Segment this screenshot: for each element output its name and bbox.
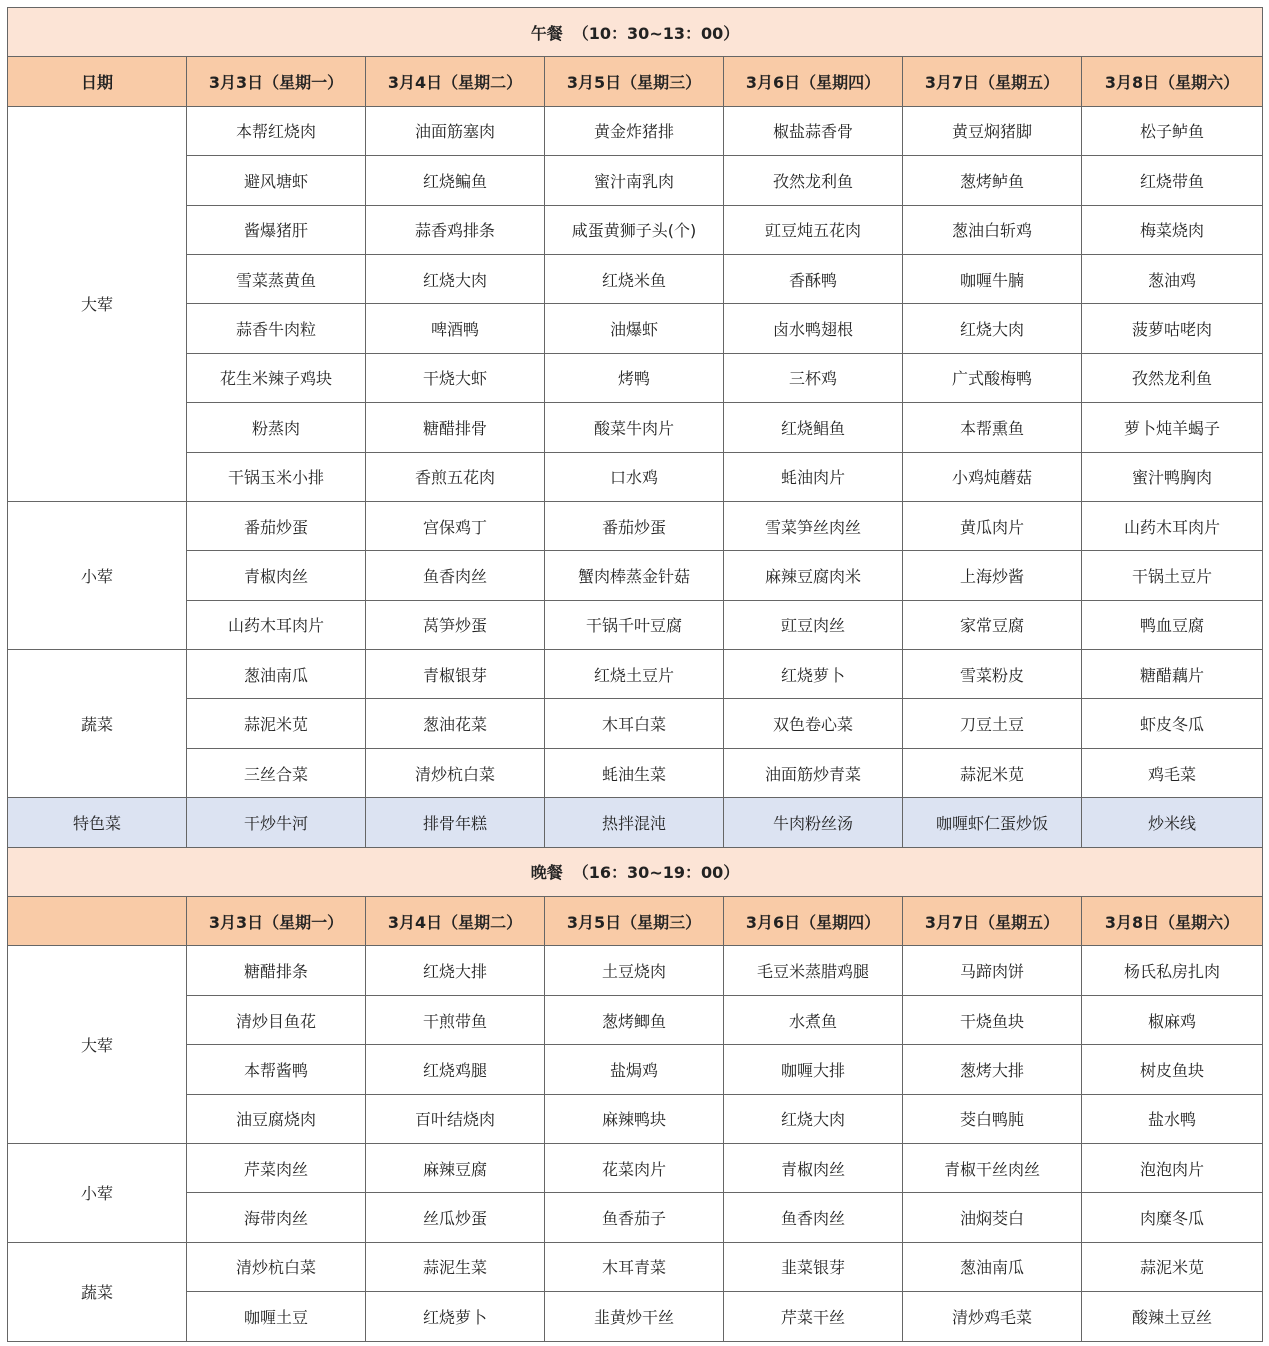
menu-row bbox=[8, 946, 1263, 995]
dish-cell: 茭白鸭肫 bbox=[903, 1094, 1082, 1143]
special-row bbox=[8, 798, 1263, 847]
dish-cell: 葱烤大排 bbox=[903, 1045, 1082, 1094]
category-label: 小荤 bbox=[8, 1143, 187, 1242]
dish-cell: 葱油南瓜 bbox=[187, 650, 366, 699]
menu-row bbox=[8, 1242, 1263, 1291]
dish-cell: 红烧带鱼 bbox=[1082, 156, 1263, 205]
dish-cell: 丝瓜炒蛋 bbox=[366, 1193, 545, 1242]
menu-row bbox=[8, 1292, 1263, 1341]
date-header: 3月8日（星期六） bbox=[1082, 897, 1263, 946]
dish-cell: 蜜汁鸭胸肉 bbox=[1082, 452, 1263, 501]
dish-cell: 葱烤鲫鱼 bbox=[545, 995, 724, 1044]
menu-row bbox=[8, 452, 1263, 501]
dish-cell: 牛肉粉丝汤 bbox=[724, 798, 903, 847]
dish-cell: 家常豆腐 bbox=[903, 600, 1082, 649]
dish-cell: 油面筋炒青菜 bbox=[724, 748, 903, 797]
date-header: 3月5日（星期三） bbox=[545, 897, 724, 946]
dish-cell: 麻辣鸭块 bbox=[545, 1094, 724, 1143]
dish-cell: 油焖茭白 bbox=[903, 1193, 1082, 1242]
date-header: 3月7日（星期五） bbox=[903, 897, 1082, 946]
date-header: 3月8日（星期六） bbox=[1082, 57, 1263, 106]
dish-cell: 红烧鸡腿 bbox=[366, 1045, 545, 1094]
dish-cell: 干炒牛河 bbox=[187, 798, 366, 847]
lunch-date-header-row bbox=[8, 57, 1263, 106]
dish-cell: 蒜泥米苋 bbox=[187, 699, 366, 748]
dish-cell: 红烧米鱼 bbox=[545, 254, 724, 303]
menu-row bbox=[8, 1094, 1263, 1143]
dish-cell: 盐焗鸡 bbox=[545, 1045, 724, 1094]
dish-cell: 红烧大肉 bbox=[366, 254, 545, 303]
dish-cell: 青椒肉丝 bbox=[724, 1143, 903, 1192]
menu-row bbox=[8, 304, 1263, 353]
dish-cell: 干锅土豆片 bbox=[1082, 551, 1263, 600]
lunch-title-row bbox=[8, 8, 1263, 57]
dish-cell: 糖醋排条 bbox=[187, 946, 366, 995]
dinner-date-header-row bbox=[8, 897, 1263, 946]
dish-cell: 干锅千叶豆腐 bbox=[545, 600, 724, 649]
meal-name: 午餐 bbox=[530, 23, 563, 43]
dish-cell: 上海炒酱 bbox=[903, 551, 1082, 600]
dish-cell: 炒米线 bbox=[1082, 798, 1263, 847]
dish-cell: 广式酸梅鸭 bbox=[903, 353, 1082, 402]
dish-cell: 青椒肉丝 bbox=[187, 551, 366, 600]
category-label: 蔬菜 bbox=[8, 650, 187, 798]
dish-cell: 梅菜烧肉 bbox=[1082, 205, 1263, 254]
dish-cell: 干烧大虾 bbox=[366, 353, 545, 402]
dish-cell: 红烧土豆片 bbox=[545, 650, 724, 699]
dish-cell: 酸菜牛肉片 bbox=[545, 403, 724, 452]
dish-cell: 糖醋排骨 bbox=[366, 403, 545, 452]
dish-cell: 肉糜冬瓜 bbox=[1082, 1193, 1263, 1242]
dish-cell: 黄瓜肉片 bbox=[903, 501, 1082, 550]
dish-cell: 宫保鸡丁 bbox=[366, 501, 545, 550]
date-header: 3月5日（星期三） bbox=[545, 57, 724, 106]
dish-cell: 菠萝咕咾肉 bbox=[1082, 304, 1263, 353]
dish-cell: 咖喱牛腩 bbox=[903, 254, 1082, 303]
dish-cell: 孜然龙利鱼 bbox=[1082, 353, 1263, 402]
dish-cell: 啤酒鸭 bbox=[366, 304, 545, 353]
dish-cell: 椒麻鸡 bbox=[1082, 995, 1263, 1044]
dish-cell: 本帮熏鱼 bbox=[903, 403, 1082, 452]
dish-cell: 黄金炸猪排 bbox=[545, 106, 724, 155]
dish-cell: 莴笋炒蛋 bbox=[366, 600, 545, 649]
dish-cell: 山药木耳肉片 bbox=[187, 600, 366, 649]
dish-cell: 清炒目鱼花 bbox=[187, 995, 366, 1044]
menu-row bbox=[8, 156, 1263, 205]
dish-cell: 油面筋塞肉 bbox=[366, 106, 545, 155]
dish-cell: 蚝油肉片 bbox=[724, 452, 903, 501]
date-header: 3月3日（星期一） bbox=[187, 897, 366, 946]
date-header: 3月4日（星期二） bbox=[366, 897, 545, 946]
dish-cell: 刀豆土豆 bbox=[903, 699, 1082, 748]
dish-cell: 蒜泥米苋 bbox=[1082, 1242, 1263, 1291]
dish-cell: 鱼香肉丝 bbox=[366, 551, 545, 600]
dish-cell: 雪菜蒸黄鱼 bbox=[187, 254, 366, 303]
dish-cell: 三丝合菜 bbox=[187, 748, 366, 797]
dish-cell: 青椒干丝肉丝 bbox=[903, 1143, 1082, 1192]
date-header: 3月7日（星期五） bbox=[903, 57, 1082, 106]
dish-cell: 排骨年糕 bbox=[366, 798, 545, 847]
dish-cell: 韭菜银芽 bbox=[724, 1242, 903, 1291]
menu-row bbox=[8, 501, 1263, 550]
dish-cell: 番茄炒蛋 bbox=[545, 501, 724, 550]
date-label bbox=[8, 897, 187, 946]
dish-cell: 豇豆炖五花肉 bbox=[724, 205, 903, 254]
dish-cell: 红烧大排 bbox=[366, 946, 545, 995]
dish-cell: 树皮鱼块 bbox=[1082, 1045, 1263, 1094]
menu-row bbox=[8, 1143, 1263, 1192]
dish-cell: 干烧鱼块 bbox=[903, 995, 1082, 1044]
category-label: 大荤 bbox=[8, 106, 187, 501]
weekly-menu-table bbox=[7, 7, 1263, 1342]
menu-row bbox=[8, 1193, 1263, 1242]
dish-cell: 红烧大肉 bbox=[724, 1094, 903, 1143]
dish-cell: 番茄炒蛋 bbox=[187, 501, 366, 550]
lunch-title-cell bbox=[8, 8, 1263, 57]
dish-cell: 红烧鳊鱼 bbox=[366, 156, 545, 205]
meal-time: （16：30~19：00） bbox=[572, 863, 740, 883]
category-label: 蔬菜 bbox=[8, 1242, 187, 1341]
dish-cell: 香酥鸭 bbox=[724, 254, 903, 303]
dish-cell: 小鸡炖蘑菇 bbox=[903, 452, 1082, 501]
dish-cell: 盐水鸭 bbox=[1082, 1094, 1263, 1143]
dish-cell: 酱爆猪肝 bbox=[187, 205, 366, 254]
dish-cell: 糖醋藕片 bbox=[1082, 650, 1263, 699]
dish-cell: 韭黄炒干丝 bbox=[545, 1292, 724, 1341]
menu-row bbox=[8, 600, 1263, 649]
dish-cell: 雪菜粉皮 bbox=[903, 650, 1082, 699]
dish-cell: 酸辣土豆丝 bbox=[1082, 1292, 1263, 1341]
dish-cell: 避风塘虾 bbox=[187, 156, 366, 205]
dish-cell: 海带肉丝 bbox=[187, 1193, 366, 1242]
dish-cell: 虾皮冬瓜 bbox=[1082, 699, 1263, 748]
dish-cell: 三杯鸡 bbox=[724, 353, 903, 402]
dish-cell: 咸蛋黄狮子头(个) bbox=[545, 205, 724, 254]
dish-cell: 水煮鱼 bbox=[724, 995, 903, 1044]
dish-cell: 豇豆肉丝 bbox=[724, 600, 903, 649]
dish-cell: 咖喱虾仁蛋炒饭 bbox=[903, 798, 1082, 847]
dish-cell: 蒜香鸡排条 bbox=[366, 205, 545, 254]
dish-cell: 葱油花菜 bbox=[366, 699, 545, 748]
dish-cell: 孜然龙利鱼 bbox=[724, 156, 903, 205]
dish-cell: 麻辣豆腐 bbox=[366, 1143, 545, 1192]
menu-row bbox=[8, 205, 1263, 254]
dish-cell: 油爆虾 bbox=[545, 304, 724, 353]
menu-row bbox=[8, 1045, 1263, 1094]
dish-cell: 咖喱土豆 bbox=[187, 1292, 366, 1341]
dish-cell: 鸭血豆腐 bbox=[1082, 600, 1263, 649]
date-header: 3月6日（星期四） bbox=[724, 57, 903, 106]
dish-cell: 烤鸭 bbox=[545, 353, 724, 402]
dish-cell: 鱼香茄子 bbox=[545, 1193, 724, 1242]
menu-row bbox=[8, 254, 1263, 303]
dish-cell: 萝卜炖羊蝎子 bbox=[1082, 403, 1263, 452]
menu-row bbox=[8, 748, 1263, 797]
meal-name: 晚餐 bbox=[530, 863, 563, 883]
dish-cell: 咖喱大排 bbox=[724, 1045, 903, 1094]
dish-cell: 马蹄肉饼 bbox=[903, 946, 1082, 995]
dish-cell: 口水鸡 bbox=[545, 452, 724, 501]
dish-cell: 红烧鲳鱼 bbox=[724, 403, 903, 452]
dish-cell: 鸡毛菜 bbox=[1082, 748, 1263, 797]
dish-cell: 山药木耳肉片 bbox=[1082, 501, 1263, 550]
dinner-title-cell bbox=[8, 847, 1263, 896]
dish-cell: 黄豆焖猪脚 bbox=[903, 106, 1082, 155]
dish-cell: 干锅玉米小排 bbox=[187, 452, 366, 501]
menu-row bbox=[8, 353, 1263, 402]
category-label: 大荤 bbox=[8, 946, 187, 1144]
menu-row bbox=[8, 551, 1263, 600]
dish-cell: 松子鲈鱼 bbox=[1082, 106, 1263, 155]
dish-cell: 油豆腐烧肉 bbox=[187, 1094, 366, 1143]
date-header: 3月3日（星期一） bbox=[187, 57, 366, 106]
dish-cell: 粉蒸肉 bbox=[187, 403, 366, 452]
dish-cell: 葱油白斩鸡 bbox=[903, 205, 1082, 254]
dish-cell: 蜜汁南乳肉 bbox=[545, 156, 724, 205]
dish-cell: 麻辣豆腐肉米 bbox=[724, 551, 903, 600]
dish-cell: 香煎五花肉 bbox=[366, 452, 545, 501]
dish-cell: 蒜泥米苋 bbox=[903, 748, 1082, 797]
dish-cell: 葱油鸡 bbox=[1082, 254, 1263, 303]
dish-cell: 青椒银芽 bbox=[366, 650, 545, 699]
dish-cell: 毛豆米蒸腊鸡腿 bbox=[724, 946, 903, 995]
category-label: 特色菜 bbox=[8, 798, 187, 847]
dish-cell: 蒜香牛肉粒 bbox=[187, 304, 366, 353]
dish-cell: 清炒杭白菜 bbox=[366, 748, 545, 797]
dish-cell: 红烧萝卜 bbox=[366, 1292, 545, 1341]
date-header: 3月4日（星期二） bbox=[366, 57, 545, 106]
dish-cell: 花生米辣子鸡块 bbox=[187, 353, 366, 402]
dish-cell: 红烧大肉 bbox=[903, 304, 1082, 353]
dish-cell: 泡泡肉片 bbox=[1082, 1143, 1263, 1192]
date-header: 3月6日（星期四） bbox=[724, 897, 903, 946]
dish-cell: 蟹肉棒蒸金针菇 bbox=[545, 551, 724, 600]
dish-cell: 双色卷心菜 bbox=[724, 699, 903, 748]
dish-cell: 卤水鸭翅根 bbox=[724, 304, 903, 353]
dinner-title-row bbox=[8, 847, 1263, 896]
dish-cell: 清炒鸡毛菜 bbox=[903, 1292, 1082, 1341]
menu-row bbox=[8, 650, 1263, 699]
dish-cell: 葱烤鲈鱼 bbox=[903, 156, 1082, 205]
dish-cell: 芹菜肉丝 bbox=[187, 1143, 366, 1192]
date-label: 日期 bbox=[8, 57, 187, 106]
menu-row bbox=[8, 106, 1263, 155]
dish-cell: 红烧萝卜 bbox=[724, 650, 903, 699]
menu-row bbox=[8, 403, 1263, 452]
dish-cell: 木耳青菜 bbox=[545, 1242, 724, 1291]
dish-cell: 花菜肉片 bbox=[545, 1143, 724, 1192]
dish-cell: 蚝油生菜 bbox=[545, 748, 724, 797]
meal-time: （10：30~13：00） bbox=[572, 23, 740, 43]
dish-cell: 鱼香肉丝 bbox=[724, 1193, 903, 1242]
dish-cell: 芹菜干丝 bbox=[724, 1292, 903, 1341]
dish-cell: 热拌混沌 bbox=[545, 798, 724, 847]
dish-cell: 椒盐蒜香骨 bbox=[724, 106, 903, 155]
category-label: 小荤 bbox=[8, 501, 187, 649]
dish-cell: 蒜泥生菜 bbox=[366, 1242, 545, 1291]
dish-cell: 葱油南瓜 bbox=[903, 1242, 1082, 1291]
dish-cell: 百叶结烧肉 bbox=[366, 1094, 545, 1143]
dish-cell: 清炒杭白菜 bbox=[187, 1242, 366, 1291]
dish-cell: 本帮红烧肉 bbox=[187, 106, 366, 155]
dish-cell: 本帮酱鸭 bbox=[187, 1045, 366, 1094]
dish-cell: 杨氏私房扎肉 bbox=[1082, 946, 1263, 995]
menu-row bbox=[8, 699, 1263, 748]
dish-cell: 土豆烧肉 bbox=[545, 946, 724, 995]
dish-cell: 干煎带鱼 bbox=[366, 995, 545, 1044]
dish-cell: 雪菜笋丝肉丝 bbox=[724, 501, 903, 550]
menu-row bbox=[8, 995, 1263, 1044]
dish-cell: 木耳白菜 bbox=[545, 699, 724, 748]
